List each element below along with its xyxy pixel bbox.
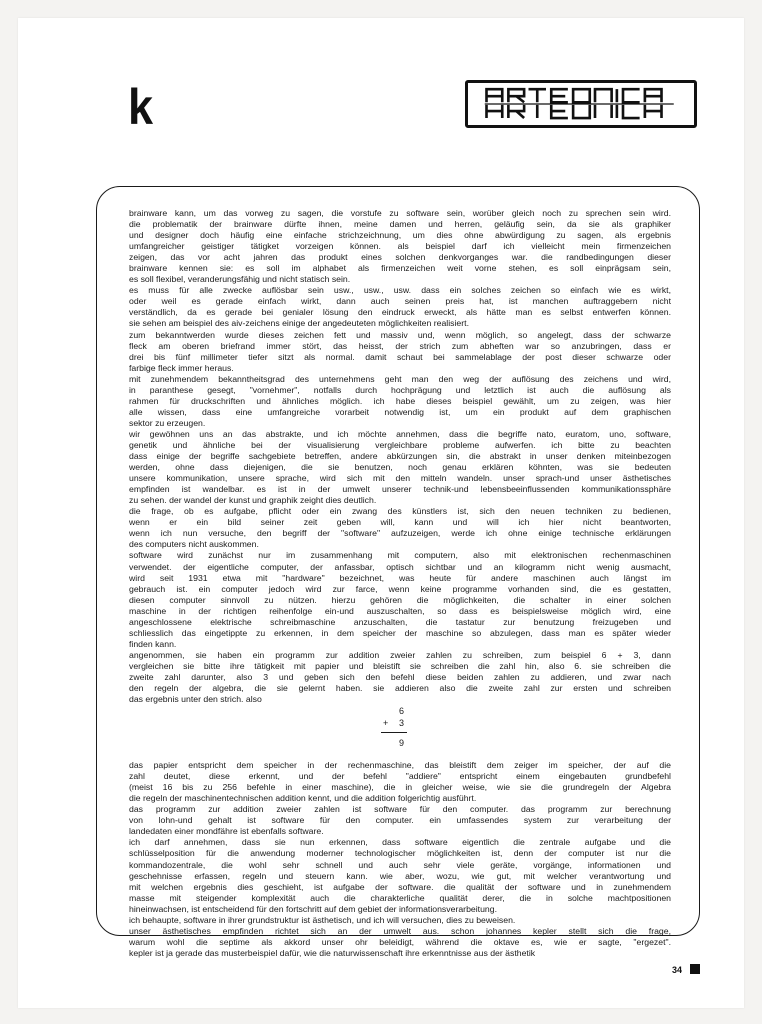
text-line: wird seit 1931 etwa mit "hardware" bezeichnet, was heute für andere maschinen auch längst im <box>129 572 671 583</box>
text-line: verständlich, da es gerade bei genialer lösung den eindruck erweckt, als hätte man es selbst entwerfen können. <box>129 307 671 318</box>
text-line: vergleichen sie bitte ihre tätigkeit mit papier und bleistift sie schreiben die zahl hin, also 6. sie schreiben die <box>129 660 671 671</box>
text-line: warum wohl die septime als akkord unser ohr beleidigt, während die oktave es, wie er sagte, "ergezet". <box>129 936 671 947</box>
text-line: angeschlossene elektrische schreibmaschine anzuschalten, die tastatur zur benutzung freizugeben und <box>129 616 671 627</box>
page-number: 34 <box>672 965 683 975</box>
text-line: zu sehen. der wandel der kunst und graphik zeight dies deutlich. <box>129 495 377 506</box>
sum-rule <box>381 732 407 733</box>
text-line: umfangreicher geistiger tätigket vorzeigen können. als beispiel darf ich vielleicht mein firmenzeichen <box>129 241 671 252</box>
text-line: angenommen, sie haben ein programm zur addition zweier zahlen zu schreiben, zum beispiel 6 + 3, dann <box>129 649 671 660</box>
paragraph <box>129 208 671 285</box>
paragraph <box>129 429 671 506</box>
text-line: das ergebnis unter den strich. also <box>129 694 262 705</box>
text-line: die frage, ob es aufgabe, pflicht oder ein zwang des künstlers ist, sich den neuen techniken zu bedienen, <box>129 506 671 517</box>
text-line: genetik und ähnliche bei der visualisierung vergleichbare probleme aufwerfen. ich bitte zu beachten <box>129 439 671 450</box>
text-line: software wird zunächst nur im zusammenhang mit computern, also mit elektronischen rechenmaschinen <box>129 550 671 561</box>
article-body <box>129 208 671 959</box>
plus-sign: + <box>383 718 389 729</box>
text-line: kommandozentrale, die wohl sehr schnell und auch sehr viele geräte, vorgänge, informationen und <box>129 859 671 870</box>
text-line: die problematik der brainware dürfte ihnen, meine damen und herren, geläufig sein, da sie als graphiker <box>129 219 671 230</box>
text-line: schliesslich das eingetippte zu erkennen, in dem speicher der maschine so abzulegen, dass man es später wieder <box>129 627 671 638</box>
text-line: die regeln der maschinentechnischen addition kennt, und die addition folgerichtig ausführt. <box>129 793 477 804</box>
text-line: gebrauch ist. ein computer jedoch wird zur farce, wenn keine programme vorhanden sind, die es gestatten, <box>129 583 671 594</box>
paragraph <box>129 330 671 374</box>
text-line: dass einige der begriffe sachgebiete betreffen, andere abkürzungen sin, die abstrakt in unser denken miteinbezogen <box>129 451 671 462</box>
logo-lettering-icon <box>468 83 694 125</box>
text-line: masse mit steigender komplexität auch die charakterliche qualität derer, die in solche machtpositionen <box>129 892 671 903</box>
paragraph <box>129 374 671 429</box>
text-line: werden, ohne dass diejenigen, die sie benutzen, noch genau erklären köhnten, was sie bedeuten <box>129 462 671 473</box>
paragraph <box>129 506 671 550</box>
text-line: den regeln der algebra, die sie gelernt haben. sie addieren also die zweite zahl zur ersten und schreiben <box>129 683 671 694</box>
text-line: ich behaupte, software in ihrer grundstruktur ist ästhetisch, und ich will versuchen, dies zu beweisen. <box>129 914 516 925</box>
text-line: mit zunehmendem bekanntheitsgrad des unternehmens geht man den weg der auflösung des zeichens und wird, <box>129 373 671 384</box>
text-line: maschine in der richtigen reihenfolge ein-und auszuschalten, so dass es beispielsweise möglich wird, eine <box>129 605 671 616</box>
paragraph <box>129 285 671 329</box>
text-line: empfinden ist wandelbar. es ist in der umwelt unserer technik-und lebensbeeinflussenden kommunikationssphäre <box>129 484 671 495</box>
text-line: sektor zu erzeugen. <box>129 417 206 428</box>
text-line: wir gewöhnen uns an das abstrakte, und ich möchte annehmen, dass die begriffe nato, euratom, uno, software, <box>129 428 671 439</box>
addend-first: 6 <box>399 706 405 717</box>
text-line: in paranthese gesegt, "vornehmer", notfalls durch hochprägung und letztlich ist auch die auflösung als <box>129 384 671 395</box>
text-line: wenn er ein bild seiner zeit geben will, kann und will ich hier nicht beantworten, <box>129 517 671 528</box>
text-line: wenn ich nun versuche, den begriff der "software" aufzuzeigen, werde ich ohne einige technische erklärungen <box>129 528 671 539</box>
paragraph <box>129 650 671 705</box>
text-line: diesen computer sinnvoll zu nützen. hierzu gehören die möglichkeiten, die schalter in einer solchen <box>129 594 671 605</box>
text-line: und designer doch häufig eine einfache strichzeichnung, um dies ohne abwürdigung zu sagen, als ergebnis <box>129 230 671 241</box>
text-line: des computers nicht auskommen. <box>129 539 259 550</box>
section-letter: k <box>128 79 153 135</box>
text-line: fleck am oberen briefrand immer stört, das heisst, der strich zum abheften war so anzubringen, dass er <box>129 340 671 351</box>
addend-second: 3 <box>399 718 405 729</box>
text-line: zweite zahl darunter, also 3 und geben sich den befehl diese beiden zahlen zu addieren, und zwar nach <box>129 671 671 682</box>
text-line: verwendet. der eigentliche computer, der anfassbar, optisch sichtbar und an kilogramm nicht wenig ausmacht, <box>129 561 671 572</box>
paragraph <box>129 926 671 959</box>
text-line: kepler ist ja gerade das musterbeispiel dafür, wie die naturwissenschaft ihre erkenntnisse aus der ästhetik <box>129 947 536 958</box>
text-line: rahmen für druckschriften und ähnliches möglich. ich habe dieses beispiel gewählt, um zu zeigen, was hier <box>129 395 671 406</box>
text-line: unser ästhetisches empfinden richtet sich an der umwelt aus. schon johannes kepler stellt sich die frage, <box>129 925 671 936</box>
text-line: das papier entspricht dem speicher in der rechenmaschine, das bleistift dem zeiger im speicher, der auf die <box>129 760 671 771</box>
sum-result: 9 <box>399 738 405 749</box>
text-line: zeigen, das vor acht jahren das produkt eines solchen denkvorganges war. die randbedingungen dieser <box>129 252 671 263</box>
text-line: mit welchen ergebnis dies geschieht, ist aufgabe der software. die qualität der software und in zunehmendem <box>129 881 671 892</box>
text-line: geschehnisse erfassen, regeln und steuern kann. wie aber, wozu, wie gut, mit welcher verantwortung und <box>129 870 671 881</box>
text-line: drei bis fünf millimeter tiefer sitzt als normal. damit schaut bei sammelablage der post dieser schwarze oder <box>129 351 671 362</box>
text-line: brainware kann, um das vorweg zu sagen, die vorstufe zu software sein, worüber gleich noch zu sprechen sein wird. <box>129 208 671 218</box>
text-line: es muss für alle zwecke auflösbar sein usw., usw., usw. dass ein solches zeichen so einfach wie es wirkt, <box>129 285 671 296</box>
text-line: zum bekanntwerden wurde dieses zeichen fett und massiv und, wenn möglich, so angelegt, dass der schwarze <box>129 329 671 340</box>
text-line: landedaten einer mondfähre ist ebenfalls software. <box>129 826 324 837</box>
text-line: unsere kommunikation, unsere sprache, wird sich mit den mitteln wandeln. unser sprach-und unser ästhetisches <box>129 473 671 484</box>
text-line: das programm zur addition zweier zahlen ist software für den computer. das programm zur berechnung <box>129 804 671 815</box>
text-line: brainware kennen sie: es soll im alphabet als firmenzeichen weit vorne stehen, es soll einprägsam sein, <box>129 263 671 274</box>
addition-example <box>129 706 671 758</box>
text-line: sie sehen am beispiel des aiv-zeichens einige der angedeuteten möglichkeiten realisiert. <box>129 318 469 329</box>
text-line: von lohn-und gehalt ist software für den computer. ein umfassendes system zur verarbeitung der <box>129 815 671 826</box>
text-line: zahl deutet, diese erkennt, und der befehl "addiere" entspricht einem eingebauten grundbefehl <box>129 771 671 782</box>
text-line: finden kann. <box>129 638 177 649</box>
paragraph <box>129 760 671 804</box>
text-line: farbige fleck immer heraus. <box>129 362 234 373</box>
paragraph <box>129 915 671 926</box>
arteonica-logo <box>465 80 697 128</box>
paragraph <box>129 837 671 914</box>
text-line: es soll flexibel, veranderungsfähig und nicht statisch sein. <box>129 274 351 285</box>
page-marker-icon <box>690 964 700 974</box>
paragraph <box>129 804 671 837</box>
paragraph <box>129 550 671 649</box>
text-line: (meist 16 bis zu 256 befehle in einer maschine), die in gleicher weise, wie sie die grundregeln der Algebra <box>129 782 671 793</box>
text-line: hineinwachsen, ist entscheidend für den fortschritt auf dem gebiet der informationsverarbeitung. <box>129 903 497 914</box>
text-line: oder weil es gerade einfach wirkt, dann auch seinen preis hat, ist manchen auftraggebern nicht <box>129 296 671 307</box>
text-line: alle wissen, dass eine umfangreiche vorarbeit notwendig ist, um ein produkt auf dem graphischen <box>129 406 671 417</box>
text-line: ich darf annehmen, dass sie nun erkennen, dass software eigentlich die zentrale aufgabe und die <box>129 837 671 848</box>
text-line: schlüsselposition für die anwendung moderner technologischer möglichkeiten ist, denn der computer ist nur die <box>129 848 671 859</box>
